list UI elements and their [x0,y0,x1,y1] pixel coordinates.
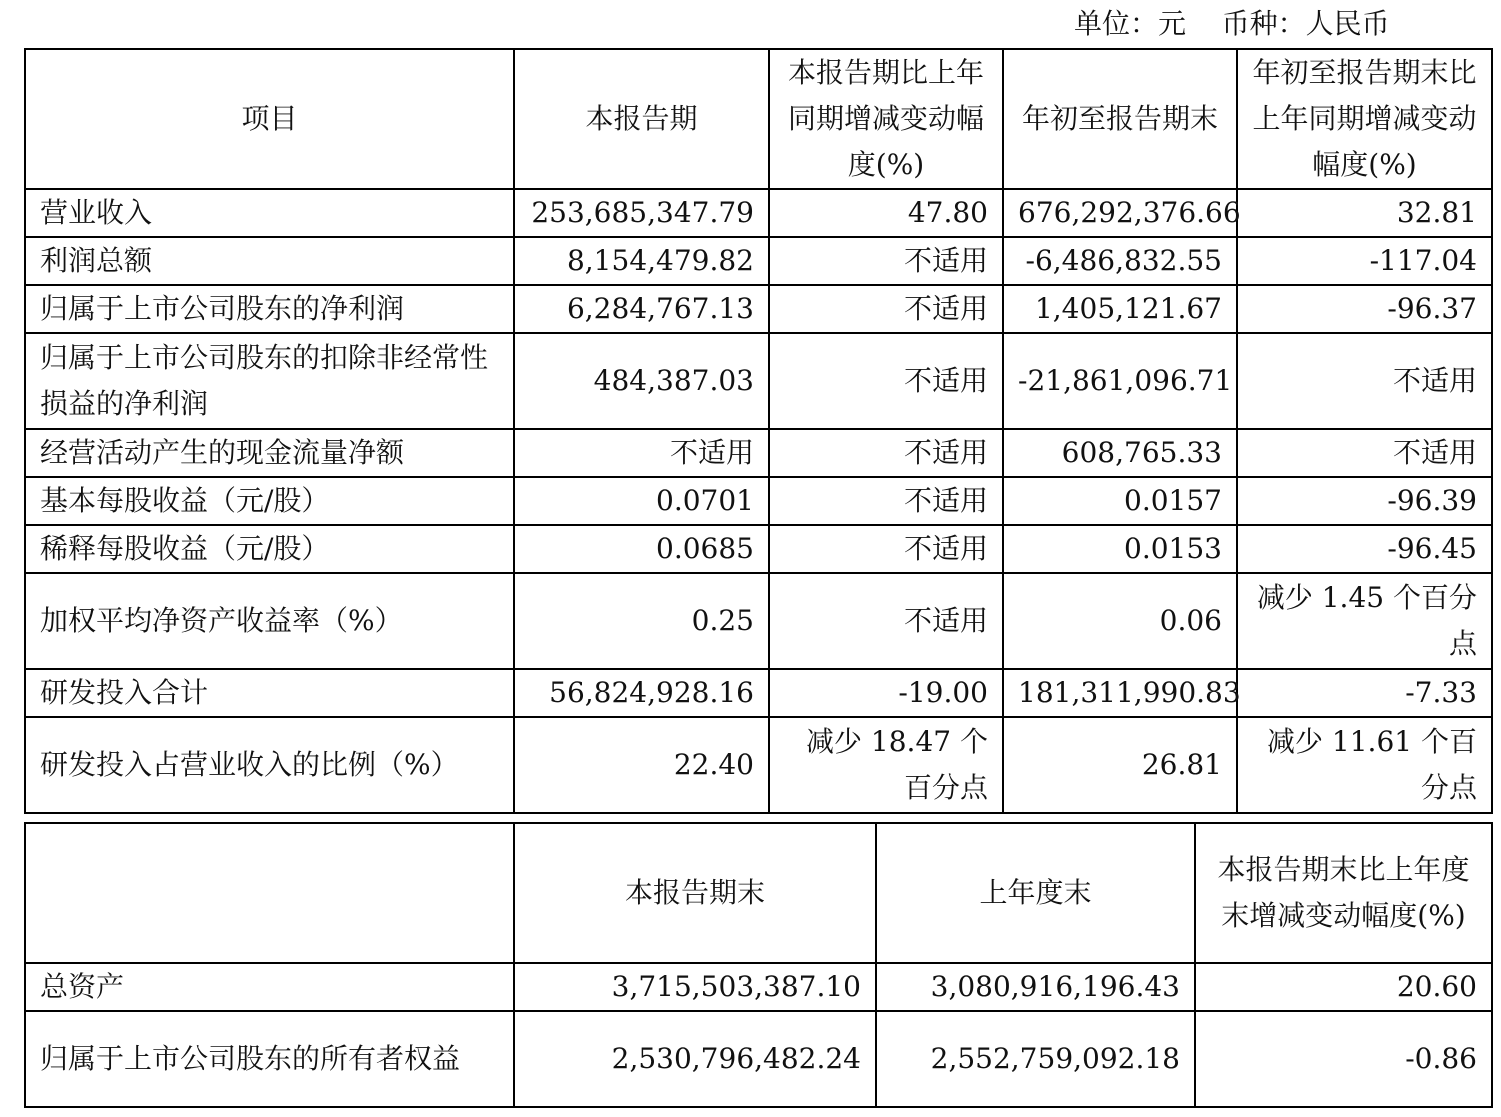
table-row [25,669,1492,717]
table-row [25,573,1492,669]
table-row [25,189,1492,237]
header-item-blank [25,823,514,963]
unit-currency-note: 单位：元 币种：人民币 [1074,7,1390,40]
row-value: 3,080,916,196.43 [876,963,1195,1011]
row-item: 利润总额 [25,237,514,285]
table-row [25,333,1492,429]
row-item: 归属于上市公司股东的净利润 [25,285,514,333]
row-value: 484,387.03 [514,333,769,429]
row-item: 营业收入 [25,189,514,237]
row-item: 归属于上市公司股东的扣除非经常性损益的净利润 [25,333,514,429]
row-value: 不适用 [1237,429,1492,477]
table-header-row [25,49,1492,189]
row-item: 研发投入占营业收入的比例（%） [25,717,514,813]
row-value: 32.81 [1237,189,1492,237]
row-value: 不适用 [769,237,1003,285]
table-row [25,963,1492,1011]
balance-sheet-table [24,822,1493,1108]
row-value: -7.33 [1237,669,1492,717]
row-value: 0.0153 [1003,525,1237,573]
row-value: -19.00 [769,669,1003,717]
table-row [25,237,1492,285]
row-value: -21,861,096.71 [1003,333,1237,429]
row-value: 47.80 [769,189,1003,237]
row-value: 3,715,503,387.10 [514,963,876,1011]
row-value: 不适用 [769,285,1003,333]
header-current-period-change: 本报告期比上年同期增减变动幅度(%) [769,49,1003,189]
row-value: -6,486,832.55 [1003,237,1237,285]
row-value: 181,311,990.83 [1003,669,1237,717]
row-value: 20.60 [1195,963,1492,1011]
header-period-end-change: 本报告期末比上年度末增减变动幅度(%) [1195,823,1492,963]
header-item: 项目 [25,49,514,189]
table-row [25,477,1492,525]
row-item: 总资产 [25,963,514,1011]
row-value: 减少 1.45 个百分点 [1237,573,1492,669]
row-value: 0.0157 [1003,477,1237,525]
table-header-row [25,823,1492,963]
row-value: 不适用 [514,429,769,477]
row-value: 0.0685 [514,525,769,573]
row-value: 26.81 [1003,717,1237,813]
row-value: 减少 11.61 个百分点 [1237,717,1492,813]
row-value: 676,292,376.66 [1003,189,1237,237]
row-value: 22.40 [514,717,769,813]
row-value: 不适用 [769,429,1003,477]
row-value: 8,154,479.82 [514,237,769,285]
row-item: 经营活动产生的现金流量净额 [25,429,514,477]
table-row [25,285,1492,333]
row-value: -96.37 [1237,285,1492,333]
row-value: 不适用 [769,525,1003,573]
row-value: -96.45 [1237,525,1492,573]
row-value: 不适用 [1237,333,1492,429]
row-value: 6,284,767.13 [514,285,769,333]
table-row [25,1011,1492,1107]
row-value: 不适用 [769,333,1003,429]
row-value: 56,824,928.16 [514,669,769,717]
row-value: 不适用 [769,477,1003,525]
row-item: 研发投入合计 [25,669,514,717]
row-value: 0.25 [514,573,769,669]
row-item: 归属于上市公司股东的所有者权益 [25,1011,514,1107]
header-period-end: 本报告期末 [514,823,876,963]
row-value: 2,530,796,482.24 [514,1011,876,1107]
header-prior-year-end: 上年度末 [876,823,1195,963]
table-row [25,429,1492,477]
row-value: 608,765.33 [1003,429,1237,477]
row-value: 2,552,759,092.18 [876,1011,1195,1107]
table-row [25,525,1492,573]
row-value: -117.04 [1237,237,1492,285]
row-value: 不适用 [769,573,1003,669]
row-value: 减少 18.47 个百分点 [769,717,1003,813]
row-item: 稀释每股收益（元/股） [25,525,514,573]
financial-indicators-table [24,48,1493,814]
row-item: 加权平均净资产收益率（%） [25,573,514,669]
table-row [25,717,1492,813]
row-value: 253,685,347.79 [514,189,769,237]
row-item: 基本每股收益（元/股） [25,477,514,525]
header-ytd-change: 年初至报告期末比上年同期增减变动幅度(%) [1237,49,1492,189]
row-value: -0.86 [1195,1011,1492,1107]
header-current-period: 本报告期 [514,49,769,189]
row-value: -96.39 [1237,477,1492,525]
header-ytd: 年初至报告期末 [1003,49,1237,189]
row-value: 0.06 [1003,573,1237,669]
row-value: 1,405,121.67 [1003,285,1237,333]
row-value: 0.0701 [514,477,769,525]
